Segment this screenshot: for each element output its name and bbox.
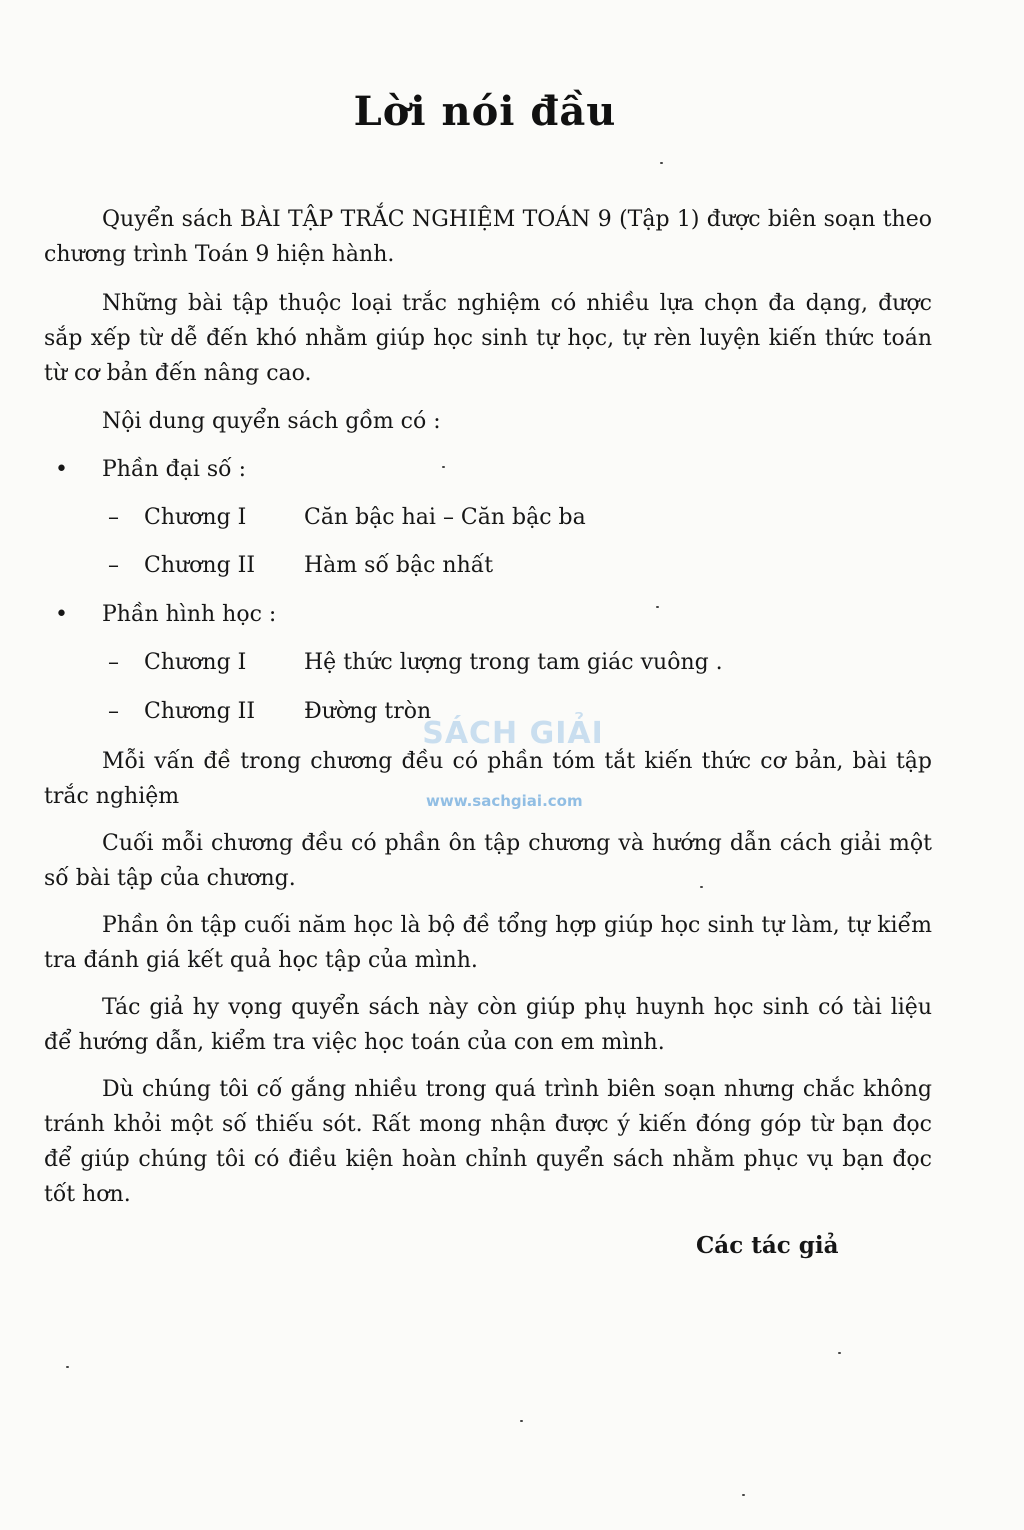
paragraph-exercises xyxy=(44,286,932,391)
paragraph-final-review-text: Phần ôn tập cuối năm học là bộ đề tổng hợp giúp học sinh tự làm, tự kiểm tra đánh giá kết quả học tập của mình. xyxy=(44,913,932,973)
paragraph-intro-text: Quyển sách BÀI TẬP TRẮC NGHIỆM TOÁN 9 (Tập 1) được biên soạn theo chương trình Toán 9 hiện hành. xyxy=(44,207,932,267)
page-title: Lời nói đầu xyxy=(353,88,617,135)
chapter-title: Đường tròn xyxy=(304,699,432,724)
section-label-geometry: Phần hình học : xyxy=(102,602,277,627)
paragraph-final-review xyxy=(44,908,932,978)
paragraph-summary xyxy=(44,744,932,814)
chapter-name: Chương I xyxy=(144,650,247,675)
watermark-logo: SÁCH GIẢI xyxy=(422,716,604,751)
chapter-title: Căn bậc hai – Căn bậc ba xyxy=(304,505,586,530)
contents-intro: Nội dung quyển sách gồm có : xyxy=(102,409,441,434)
scan-speck xyxy=(520,1420,523,1422)
bullet-icon: • xyxy=(55,602,68,627)
dash-icon: – xyxy=(108,699,119,724)
paragraph-feedback xyxy=(44,1072,932,1212)
scan-speck xyxy=(700,886,703,888)
paragraph-summary-text: Mỗi vấn đề trong chương đều có phần tóm tắt kiến thức cơ bản, bài tập trắc nghiệm xyxy=(44,749,932,809)
scan-speck xyxy=(838,1352,841,1354)
watermark-url: www.sachgiai.com xyxy=(426,792,583,810)
chapter-title: Hệ thức lượng trong tam giác vuông . xyxy=(304,650,723,675)
scan-speck xyxy=(660,162,663,164)
scan-speck xyxy=(656,606,659,608)
dash-icon: – xyxy=(108,553,119,578)
dash-icon: – xyxy=(108,505,119,530)
paragraph-hope-text: Tác giả hy vọng quyển sách này còn giúp phụ huynh học sinh có tài liệu để hướng dẫn, kiểm tra việc học toán của con em mình. xyxy=(44,995,932,1055)
chapter-name: Chương II xyxy=(144,699,256,724)
signature: Các tác giả xyxy=(696,1232,839,1259)
scan-speck xyxy=(66,1366,69,1368)
paragraph-review-text: Cuối mỗi chương đều có phần ôn tập chương và hướng dẫn cách giải một số bài tập của chương. xyxy=(44,831,932,891)
scan-speck xyxy=(742,1494,745,1496)
paragraph-exercises-text: Những bài tập thuộc loại trắc nghiệm có nhiều lựa chọn đa dạng, được sắp xếp từ dễ đến khó nhằm giúp học sinh tự học, tự rèn luyện kiến thức toán từ cơ bản đến nâng cao. xyxy=(44,291,932,386)
paragraph-intro xyxy=(44,202,932,272)
section-label-algebra: Phần đại số : xyxy=(102,457,246,482)
chapter-name: Chương I xyxy=(144,505,247,530)
chapter-title: Hàm số bậc nhất xyxy=(304,553,494,578)
paragraph-feedback-text: Dù chúng tôi cố gắng nhiều trong quá trình biên soạn nhưng chắc không tránh khỏi một số thiếu sót. Rất mong nhận được ý kiến đóng góp từ bạn đọc để giúp chúng tôi có điều kiện hoàn chỉnh quyển sách nhằm phục vụ bạn đọc tốt hơn. xyxy=(44,1077,932,1207)
dash-icon: – xyxy=(108,650,119,675)
chapter-name: Chương II xyxy=(144,553,256,578)
scan-speck xyxy=(442,466,445,468)
paragraph-hope xyxy=(44,990,932,1060)
bullet-icon: • xyxy=(55,457,68,482)
paragraph-review xyxy=(44,826,932,896)
